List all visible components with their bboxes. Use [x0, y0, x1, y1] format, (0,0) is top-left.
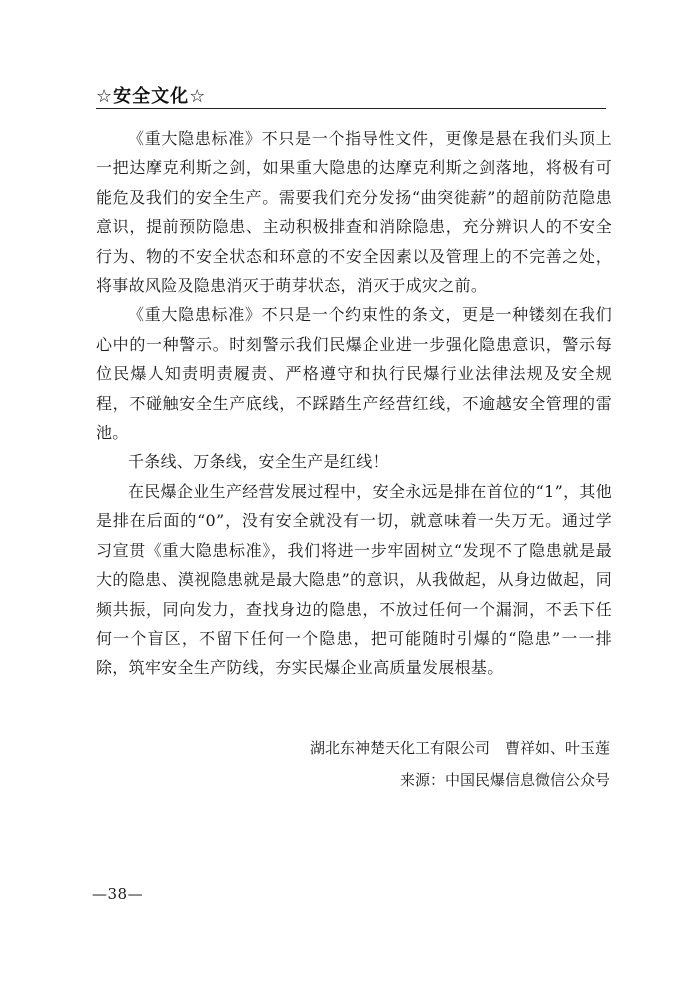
source-line: 来源：中国民爆信息微信公众号 — [399, 771, 610, 789]
signature-block — [310, 732, 610, 796]
section-header — [96, 84, 606, 109]
paragraph: 在民爆企业生产经营发展过程中，安全永远是排在首位的“1”，其他是排在后面的“0”，没有安全就没有一切，就意味着一失万无。通过学习宣贯《重大隐患标准》，我们将进一步牢固树立“发现不了隐患就是最大的隐患、漠视隐患就是最大隐患”的意识，从我做起，从身边做起，同频共振，同向发力，查找身边的隐患，不放过任何一个漏洞，不丢下任何一个盲区，不留下任何一个隐患，把可能随时引爆的“隐患”一一排除，筑牢安全生产防线，夯实民爆企业高质量发展根基。 — [96, 481, 612, 678]
section-title: ☆安全文化☆ — [96, 86, 207, 107]
paragraph: 千条线、万条线，安全生产是红线！ — [128, 452, 389, 472]
author-line: 湖北东神楚天化工有限公司 曹祥如、叶玉莲 — [309, 739, 610, 757]
paragraph: 《重大隐患标准》不只是一个约束性的条文，更是一种镂刻在我们心中的一种警示。时刻警示我们民爆企业进一步强化隐患意识，警示每位民爆人知责明责履责、严格遵守和执行民爆行业法律法规及安全规程，不碰触安全生产底线，不踩踏生产经营红线，不逾越安全管理的雷池。 — [96, 305, 612, 443]
article-body — [96, 124, 612, 683]
page-number: —38— — [92, 885, 144, 903]
paragraph: 《重大隐患标准》不只是一个指导性文件，更像是悬在我们头顶上一把达摩克利斯之剑，如果重大隐患的达摩克利斯之剑落地，将极有可能危及我们的安全生产。需要我们充分发扬“曲突徙薪”的超前防范隐患意识，提前预防隐患、主动积极排查和消除隐患，充分辨识人的不安全行为、物的不安全状态和环意的不安全因素以及管理上的不完善之处，将事故风险及隐患消灭于萌芽状态，消灭于成灾之前。 — [96, 129, 612, 296]
